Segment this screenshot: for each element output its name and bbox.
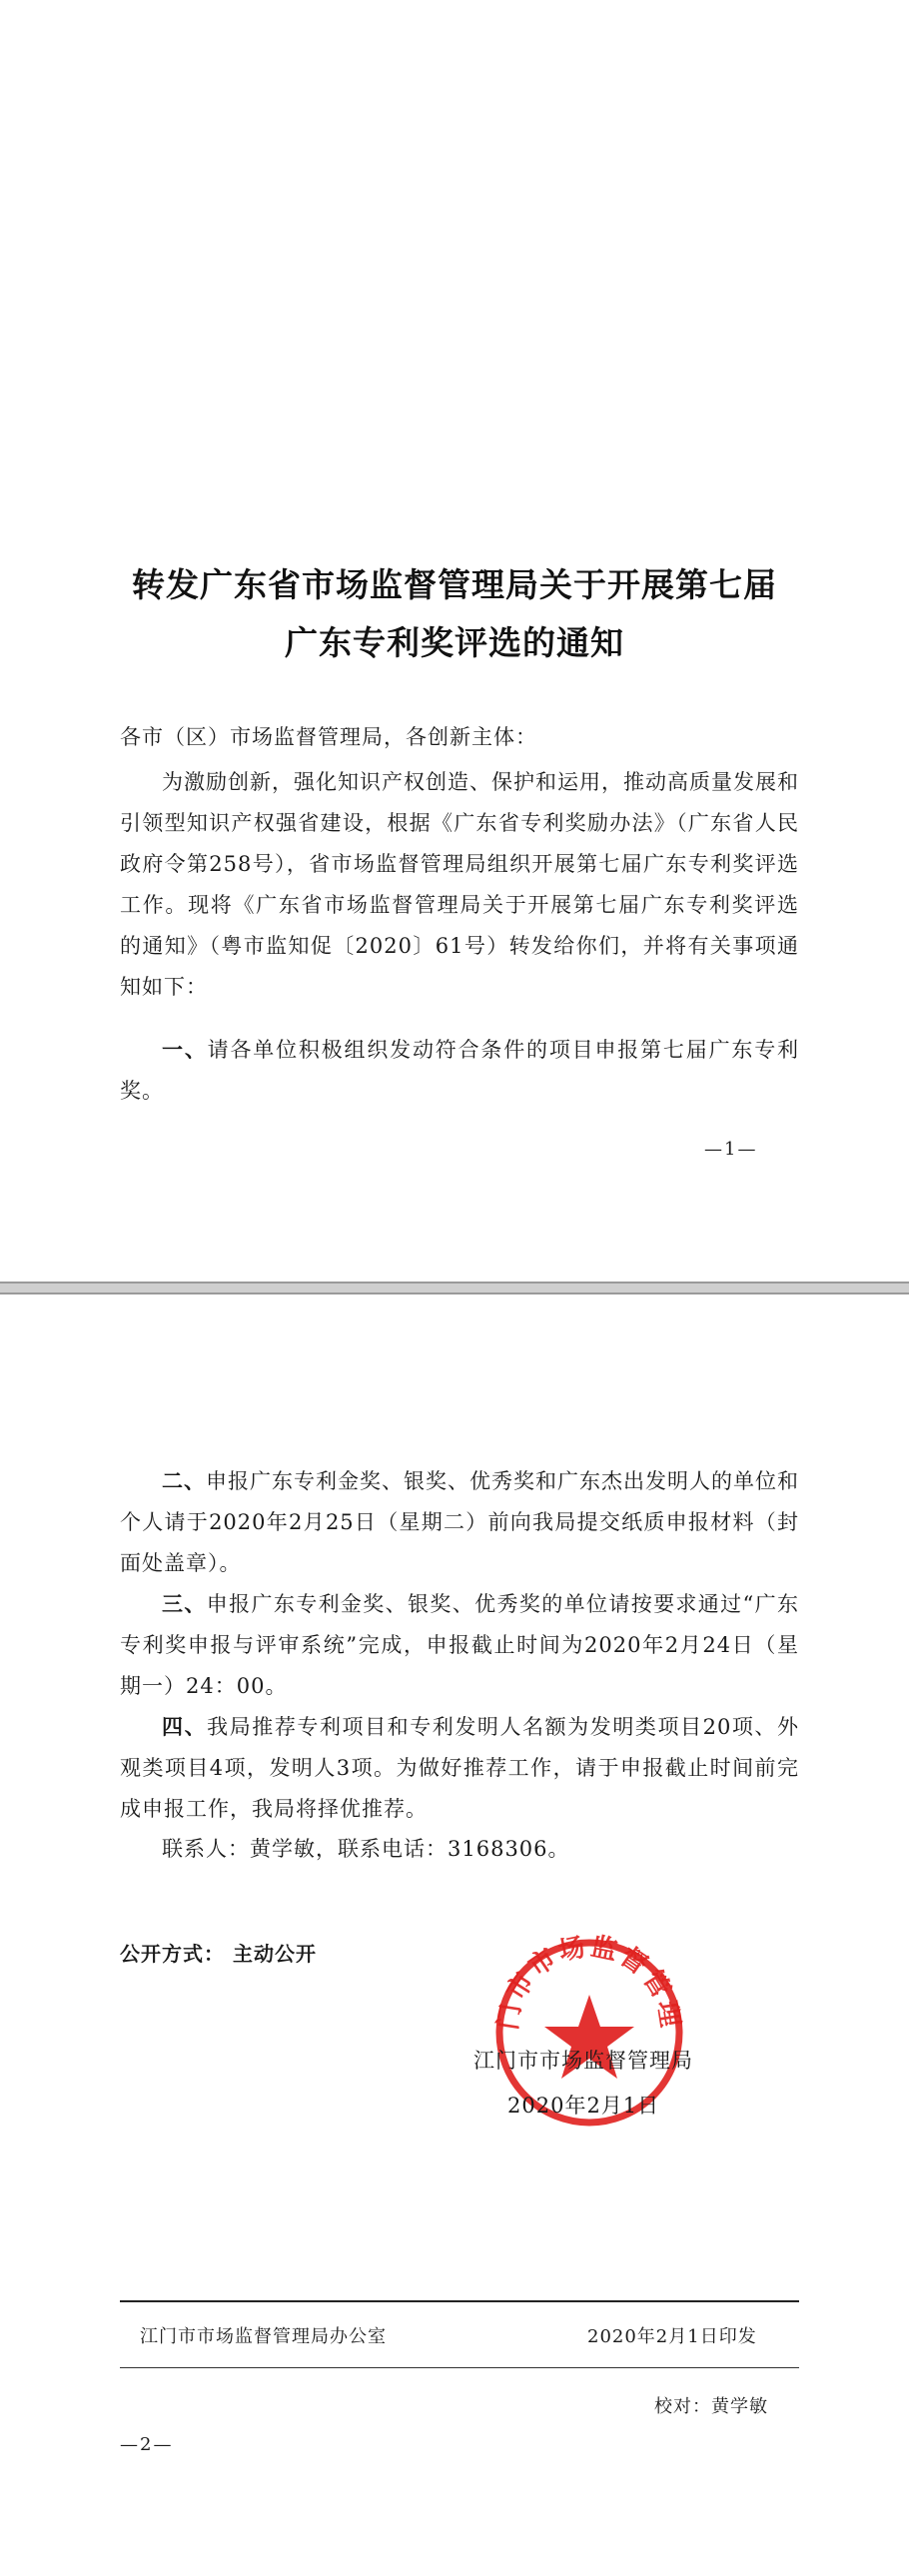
footer-top-rule <box>120 2300 799 2302</box>
item-4-paragraph <box>120 1706 799 1830</box>
item-2-number: 二、 <box>162 1468 206 1493</box>
issuing-office: 江门市市场监督管理局办公室 <box>140 2326 387 2347</box>
item-3-number: 三、 <box>162 1591 207 1616</box>
item-1-number: 一、 <box>162 1037 208 1062</box>
disclosure-method: 公开方式： 主动公开 <box>120 1942 317 1966</box>
page-divider <box>0 1282 909 1294</box>
proofreader: 校对：黄学敏 <box>654 2396 768 2417</box>
item-1-paragraph <box>120 1029 799 1112</box>
item-2-text: 申报广东专利金奖、银奖、优秀奖和广东杰出发明人的单位和个人请于2020年2月25日（星期二）前向我局提交纸质申报材料（封面处盖章）。 <box>120 1469 799 1575</box>
item-3-paragraph <box>120 1583 799 1707</box>
item-3-text: 申报广东专利金奖、银奖、优秀奖的单位请按要求通过“广东专利奖申报与评审系统”完成，申报截止时间为2020年2月24日（星期一）24：00。 <box>120 1592 800 1698</box>
print-date: 2020年2月1日印发 <box>587 2326 757 2347</box>
body-paragraph: 为激励创新，强化知识产权创造、保护和运用，推动高质量发展和引领型知识产权强省建设，根据《广东省专利奖励办法》（广东省人民政府令第258号），省市场监督管理局组织开展第七届广东专利奖评选工作。现将《广东省市场监督管理局关于开展第七届广东专利奖评选的通知》（粤市监知促〔2020〕61号）转发给你们，并将有关事项通知如下： <box>120 770 799 999</box>
document-page-1 <box>0 0 909 1282</box>
page-number-1: —1— <box>704 1139 758 1160</box>
seal-text: 门市市场监督管理 <box>492 1933 686 2033</box>
signing-organization: 江门市市场监督管理局 <box>473 2049 693 2073</box>
page-number-2: —2— <box>120 2434 174 2455</box>
contact-line: 联系人：黄学敏，联系电话：3168306。 <box>162 1837 570 1861</box>
document-title-line-1: 转发广东省市场监督管理局关于开展第七届 <box>132 565 777 604</box>
document-title-line-2: 广东专利奖评选的通知 <box>285 623 624 662</box>
item-2-paragraph <box>120 1460 799 1584</box>
salutation: 各市（区）市场监督管理局，各创新主体： <box>120 725 537 749</box>
item-4-number: 四、 <box>162 1714 208 1739</box>
signing-date: 2020年2月1日 <box>507 2094 660 2118</box>
item-4-text: 我局推荐专利项目和专利发明人名额为发明类项目20项、外观类项目4项，发明人3项。为做好推荐工作，请于申报截止时间前完成申报工作，我局将择优推荐。 <box>120 1715 799 1821</box>
item-1-text: 请各单位积极组织发动符合条件的项目申报第七届广东专利奖。 <box>120 1038 800 1103</box>
footer-bottom-rule <box>120 2367 799 2368</box>
